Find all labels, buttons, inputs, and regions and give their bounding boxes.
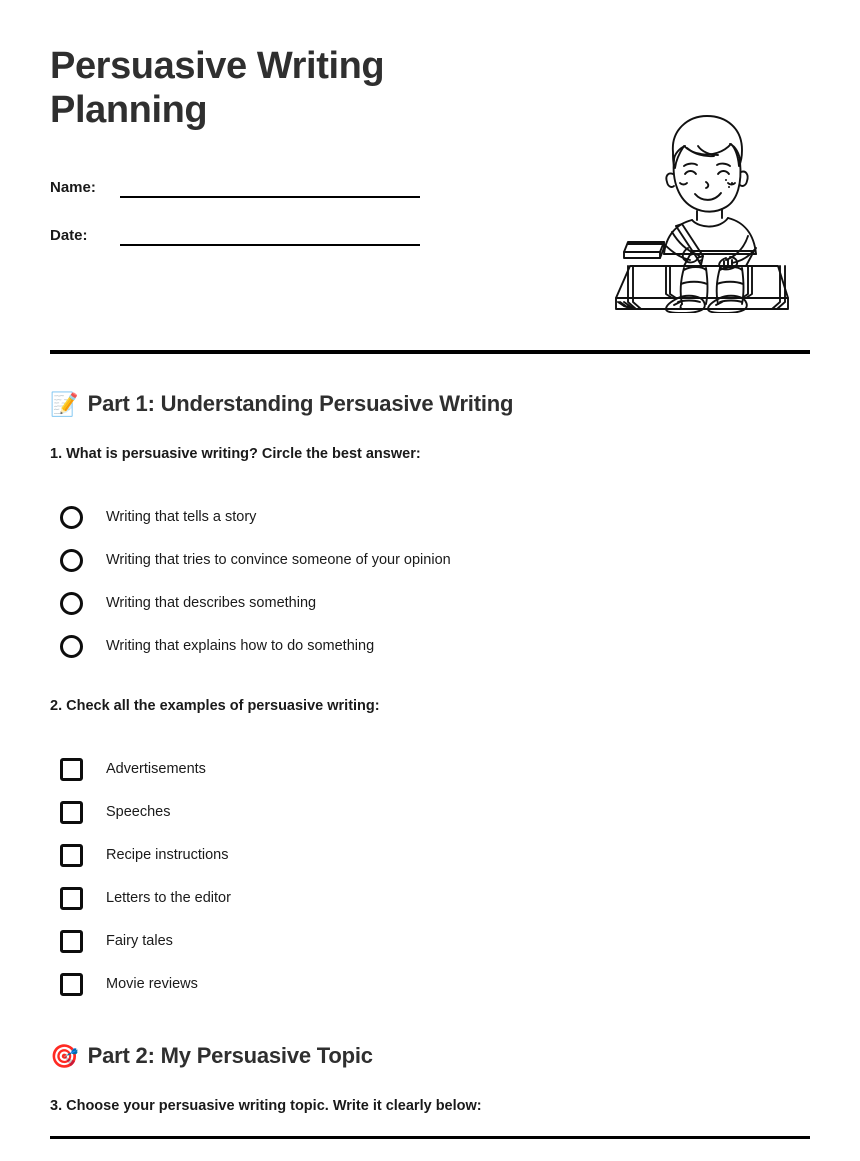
checkbox-option-label: Fairy tales <box>106 933 173 950</box>
radio-option-row[interactable] <box>50 625 810 668</box>
checkbox-option-row[interactable] <box>50 963 810 1006</box>
checkbox-option-label: Letters to the editor <box>106 890 231 907</box>
checkbox-option-row[interactable] <box>50 748 810 791</box>
radio-option-row[interactable] <box>50 539 810 582</box>
part-2-title: Part 2: My Persuasive Topic <box>87 1043 373 1069</box>
student-info-fields <box>50 162 430 246</box>
checkbox-option-row[interactable] <box>50 877 810 920</box>
checkbox-option-label: Speeches <box>106 804 171 821</box>
radio-circle-icon[interactable] <box>60 506 83 529</box>
checkbox-option-row[interactable] <box>50 791 810 834</box>
name-input-line[interactable] <box>120 176 420 198</box>
memo-icon: 📝 <box>50 390 79 417</box>
name-label: Name: <box>50 179 96 197</box>
checkbox-square-icon[interactable] <box>60 930 83 953</box>
radio-option-row[interactable] <box>50 496 810 539</box>
checkbox-square-icon[interactable] <box>60 973 83 996</box>
radio-option-label: Writing that explains how to do something <box>106 638 375 655</box>
worksheet-header <box>0 0 860 350</box>
checkbox-option-label: Movie reviews <box>106 976 198 993</box>
page-title: Persuasive Writing Planning <box>50 45 385 132</box>
name-field-row <box>50 162 430 198</box>
part-1-section <box>0 392 860 1006</box>
checkbox-square-icon[interactable] <box>60 887 83 910</box>
question-3-prompt: 3. Choose your persuasive writing topic. Write it clearly below: <box>50 1098 482 1115</box>
dart-target-icon: 🎯 <box>50 1042 79 1069</box>
question-2-prompt: 2. Check all the examples of persuasive writing: <box>50 698 380 715</box>
checkbox-square-icon[interactable] <box>60 758 83 781</box>
radio-circle-icon[interactable] <box>60 549 83 572</box>
checkbox-option-row[interactable] <box>50 834 810 877</box>
part-2-section <box>0 1044 860 1139</box>
part-1-title: Part 1: Understanding Persuasive Writing <box>87 391 514 416</box>
date-label: Date: <box>50 227 88 245</box>
header-divider <box>50 350 810 354</box>
checkbox-option-row[interactable] <box>50 920 810 963</box>
radio-option-label: Writing that describes something <box>106 595 317 612</box>
radio-option-label: Writing that tells a story <box>106 509 257 526</box>
date-input-line[interactable] <box>120 224 420 246</box>
radio-circle-icon[interactable] <box>60 635 83 658</box>
checkbox-square-icon[interactable] <box>60 801 83 824</box>
radio-circle-icon[interactable] <box>60 592 83 615</box>
radio-option-row[interactable] <box>50 582 810 625</box>
checkbox-square-icon[interactable] <box>60 844 83 867</box>
radio-option-label: Writing that tries to convince someone of your opinion <box>106 552 451 569</box>
date-field-row <box>50 210 430 246</box>
question-1-prompt: 1. What is persuasive writing? Circle the best answer: <box>50 446 421 463</box>
part-1-heading-row <box>50 392 810 416</box>
checkbox-option-label: Recipe instructions <box>106 847 229 864</box>
part-2-heading-row <box>50 1044 810 1068</box>
checkbox-option-label: Advertisements <box>106 761 206 778</box>
question-2-options <box>50 748 810 1006</box>
topic-answer-line[interactable] <box>50 1136 810 1139</box>
question-1-options <box>50 496 810 668</box>
boy-writing-at-desk-illustration <box>602 108 812 313</box>
